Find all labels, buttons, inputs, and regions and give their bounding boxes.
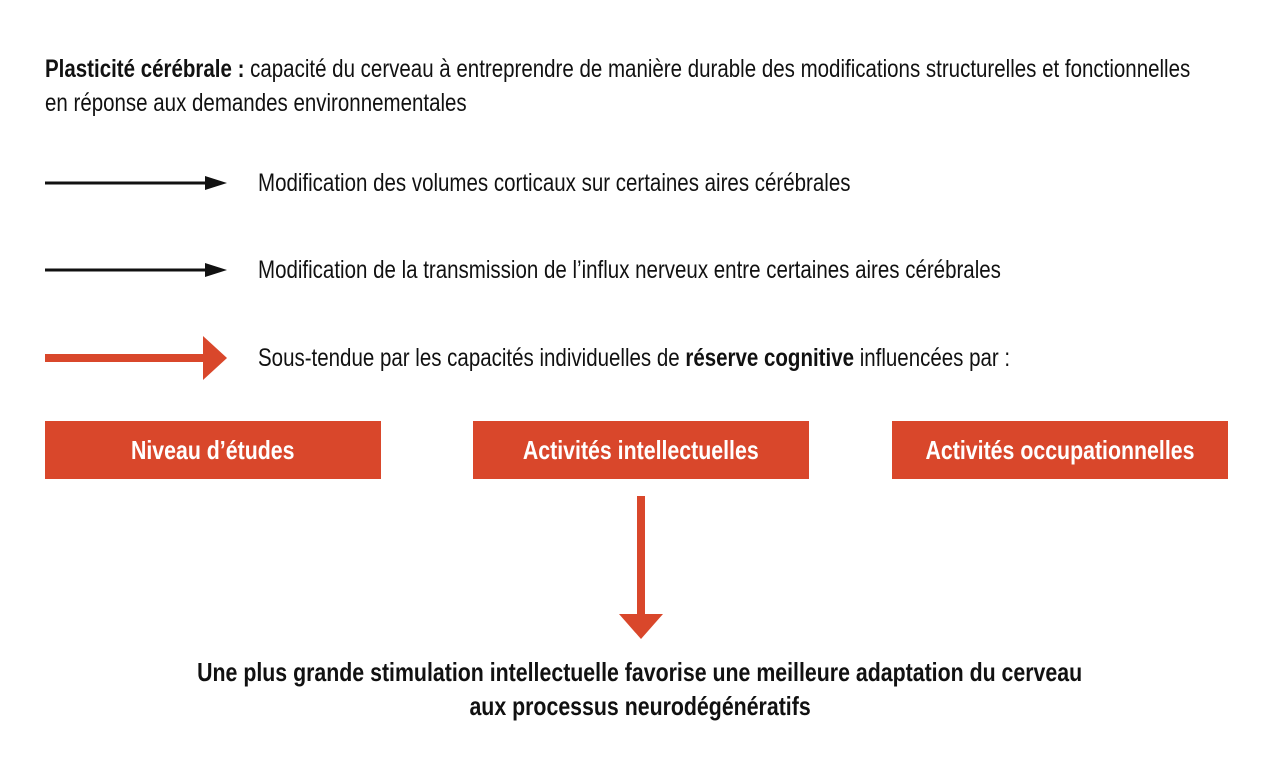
reserve-suffix: influencées par : <box>853 344 1011 372</box>
reserve-label <box>258 341 1010 375</box>
conclusion <box>0 655 1280 723</box>
thin-arrow-right-icon <box>45 161 235 205</box>
effect-label-volumes: Modification des volumes corticaux sur certaines aires cérébrales <box>258 169 851 197</box>
thick-arrow-right-icon <box>45 336 235 380</box>
effect-row-volumes <box>45 161 1280 205</box>
conclusion-line-2: aux processus neurodégénératifs <box>469 691 811 721</box>
effect-row-transmission <box>45 248 1280 292</box>
definition-text-1: capacité du cerveau à entreprendre de manière durable des modifications structurelles et fonctionnelles <box>250 55 1191 83</box>
factor-box-intellectual <box>473 421 809 479</box>
definition-line-1 <box>45 52 1193 86</box>
factor-box-education <box>45 421 381 479</box>
definition-line-2: en réponse aux demandes environnementales <box>45 89 467 117</box>
definition-term: Plasticité cérébrale : <box>45 55 245 83</box>
reserve-emphasis: réserve cognitive <box>685 344 854 372</box>
reserve-row <box>45 336 1280 380</box>
factor-label-education: Niveau d’études <box>131 434 295 465</box>
thick-arrow-down-icon <box>619 496 663 640</box>
factor-box-occupational <box>892 421 1228 479</box>
factor-label-occupational: Activités occupationnelles <box>925 434 1195 465</box>
thin-arrow-right-icon <box>45 248 235 292</box>
definition <box>45 52 1280 120</box>
conclusion-line-1: Une plus grande stimulation intellectuelle favorise une meilleure adaptation du cerveau <box>197 657 1083 687</box>
effect-label-transmission: Modification de la transmission de l’influx nerveux entre certaines aires cérébrales <box>258 256 1001 284</box>
reserve-prefix: Sous-tendue par les capacités individuelles de <box>258 344 686 372</box>
factor-label-intellectual: Activités intellectuelles <box>523 434 759 465</box>
